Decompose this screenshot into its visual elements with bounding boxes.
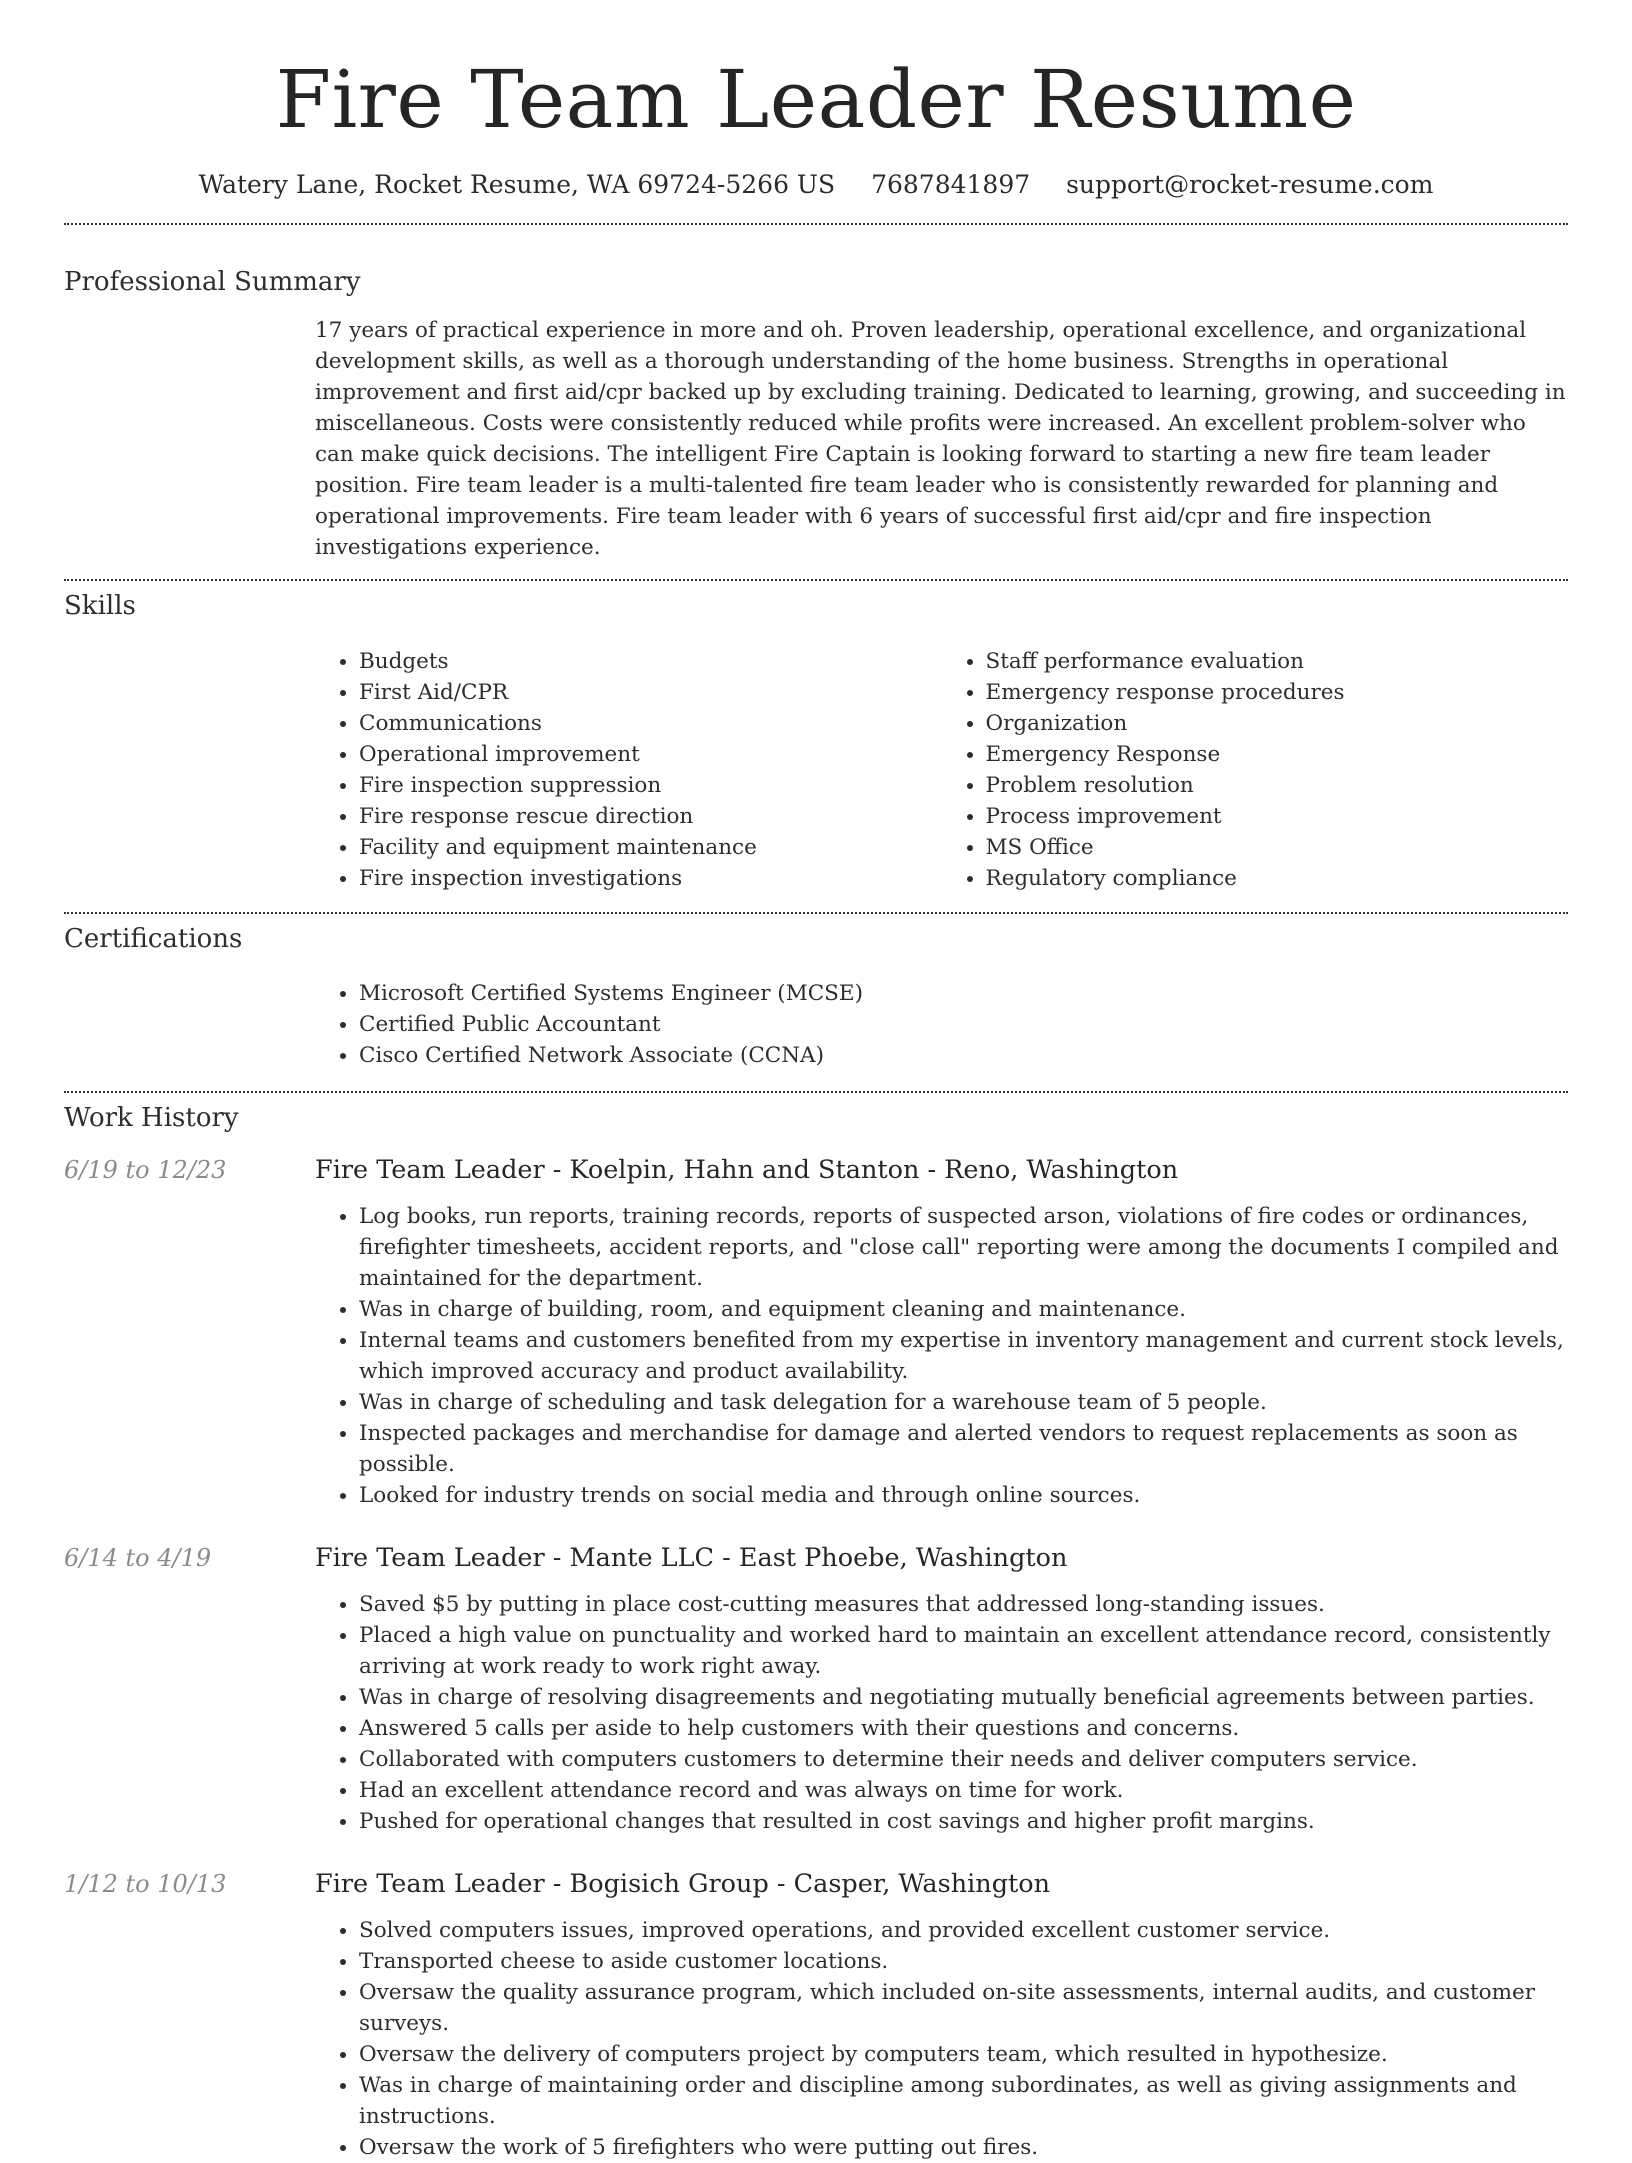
contact-phone: 7687841897 <box>871 170 1031 199</box>
list-item: • Fire inspection investigations <box>359 863 942 894</box>
list-item: • Looked for industry trends on social media and through online sources. <box>359 1480 1568 1511</box>
list-item: • Pushed for operational changes that resulted in cost savings and higher profit margins. <box>359 1806 1568 1837</box>
list-item: • Oversaw the delivery of computers project by computers team, which resulted in hypothesize. <box>359 2039 1568 2070</box>
job-header <box>64 1155 1568 1185</box>
skills-list <box>315 646 1568 894</box>
list-item: • Saved $5 by putting in place cost-cutting measures that addressed long-standing issues. <box>359 1589 1568 1620</box>
job-title: Fire Team Leader - Mante LLC - East Phoebe, Washington <box>315 1543 1068 1573</box>
list-item: • Transported cheese to aside customer locations. <box>359 1946 1568 1977</box>
contact-address: Watery Lane, Rocket Resume, WA 69724-5266 US <box>198 170 836 199</box>
list-item: • First Aid/CPR <box>359 677 942 708</box>
list-item: • Log books, run reports, training records, reports of suspected arson, violations of fire codes or ordinances, firefighter timesheets, accident reports, and "close call" reporting were among the documents I compiled and maintained for the department. <box>359 1201 1568 1294</box>
contact-line <box>64 168 1568 202</box>
list-item: • Regulatory compliance <box>986 863 1569 894</box>
list-item: • Oversaw the work of 5 firefighters who were putting out fires. <box>359 2132 1568 2163</box>
skills-column-right <box>942 646 1569 894</box>
certifications-heading: Certifications <box>64 924 243 954</box>
work-history-heading: Work History <box>64 1103 239 1133</box>
list-item: • Was in charge of maintaining order and discipline among subordinates, as well as giving assignments and instructions. <box>359 2070 1568 2132</box>
list-item: • Oversaw the quality assurance program, which included on-site assessments, internal audits, and customer surveys. <box>359 1977 1568 2039</box>
job-dates: 1/12 to 10/13 <box>64 1870 227 1898</box>
list-item: • Collaborated with computers customers to determine their needs and deliver computers service. <box>359 1744 1568 1775</box>
job-header <box>64 1869 1568 1899</box>
list-item: • Cisco Certified Network Associate (CCNA) <box>359 1040 1568 1071</box>
list-item: • Solved computers issues, improved operations, and provided excellent customer service. <box>359 1915 1568 1946</box>
job-duties <box>315 1915 1568 2163</box>
list-item: • Budgets <box>359 646 942 677</box>
contact-email: support@rocket-resume.com <box>1066 170 1434 199</box>
skills-column-left <box>315 646 942 894</box>
job-dates: 6/14 to 4/19 <box>64 1544 212 1572</box>
job-duties <box>315 1201 1568 1511</box>
list-item: • Fire inspection suppression <box>359 770 942 801</box>
divider <box>64 912 1568 914</box>
list-item: • Microsoft Certified Systems Engineer (MCSE) <box>359 978 1568 1009</box>
list-item: • Answered 5 calls per aside to help customers with their questions and concerns. <box>359 1713 1568 1744</box>
list-item: • Inspected packages and merchandise for damage and alerted vendors to request replacements as soon as possible. <box>359 1418 1568 1480</box>
divider <box>64 1091 1568 1093</box>
resume-page <box>64 0 1568 2163</box>
list-item: • Communications <box>359 708 942 739</box>
list-item: • Placed a high value on punctuality and worked hard to maintain an excellent attendance record, consistently arriving at work ready to work right away. <box>359 1620 1568 1682</box>
list-item: • Was in charge of scheduling and task delegation for a warehouse team of 5 people. <box>359 1387 1568 1418</box>
job-duties <box>315 1589 1568 1837</box>
list-item: • Organization <box>986 708 1569 739</box>
skills-heading: Skills <box>64 591 136 621</box>
list-item: • Problem resolution <box>986 770 1569 801</box>
list-item: • Had an excellent attendance record and was always on time for work. <box>359 1775 1568 1806</box>
job-title: Fire Team Leader - Koelpin, Hahn and Stanton - Reno, Washington <box>315 1155 1179 1185</box>
job-header <box>64 1543 1568 1573</box>
list-item: • Operational improvement <box>359 739 942 770</box>
list-item: • Fire response rescue direction <box>359 801 942 832</box>
summary-heading: Professional Summary <box>64 267 361 297</box>
certifications-list <box>315 978 1568 1071</box>
job-title: Fire Team Leader - Bogisich Group - Casper, Washington <box>315 1869 1051 1899</box>
list-item: • Emergency Response <box>986 739 1569 770</box>
divider <box>64 579 1568 581</box>
divider <box>64 223 1568 225</box>
list-item: • Process improvement <box>986 801 1569 832</box>
page-title: Fire Team Leader Resume <box>275 53 1357 146</box>
list-item: • Was in charge of building, room, and equipment cleaning and maintenance. <box>359 1294 1568 1325</box>
list-item: • Facility and equipment maintenance <box>359 832 942 863</box>
list-item: • Certified Public Accountant <box>359 1009 1568 1040</box>
list-item: • Was in charge of resolving disagreements and negotiating mutually beneficial agreements between parties. <box>359 1682 1568 1713</box>
list-item: • Internal teams and customers benefited from my expertise in inventory management and current stock levels, which improved accuracy and product availability. <box>359 1325 1568 1387</box>
summary-text: 17 years of practical experience in more and oh. Proven leadership, operational excellence, and organizational development skills, as well as a thorough understanding of the home business. Strengths in operational improvement and first aid/cpr backed up by excluding training. Dedicated to learning, growing, and succeeding in miscellaneous. Costs were consistently reduced while profits were increased. An excellent problem-solver who can make quick decisions. The intelligent Fire Captain is looking forward to starting a new fire team leader position. Fire team leader is a multi-talented fire team leader who is consistently rewarded for planning and operational improvements. Fire team leader with 6 years of successful first aid/cpr and fire inspection investigations experience. <box>315 318 1566 560</box>
list-item: • Staff performance evaluation <box>986 646 1569 677</box>
job-dates: 6/19 to 12/23 <box>64 1156 227 1184</box>
list-item: • Emergency response procedures <box>986 677 1569 708</box>
list-item: • MS Office <box>986 832 1569 863</box>
